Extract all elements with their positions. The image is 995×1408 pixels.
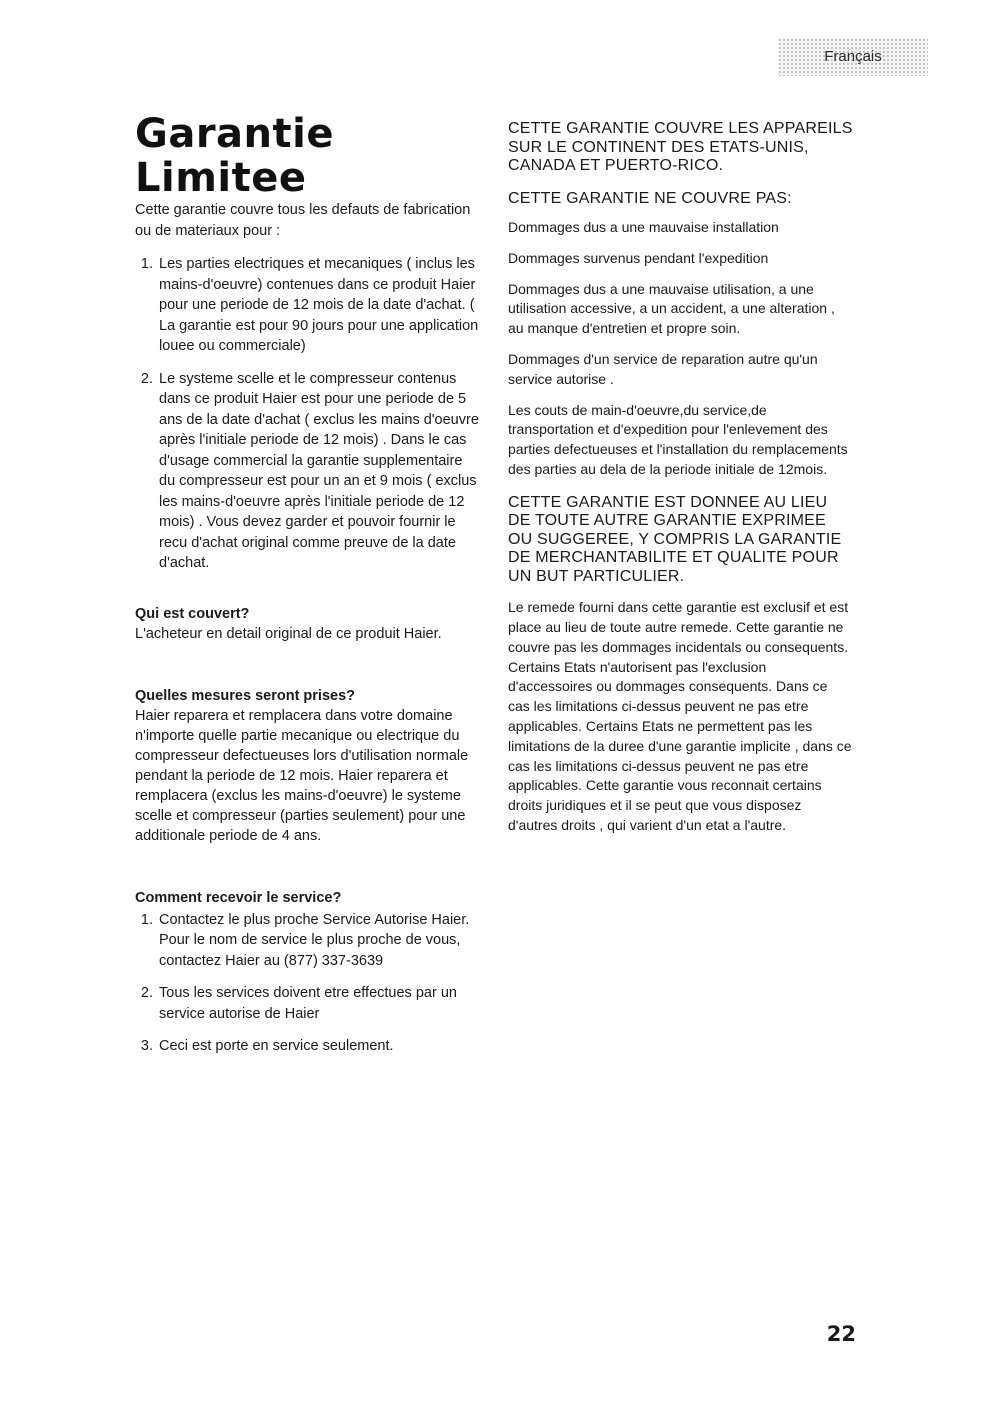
who-heading: Qui est couvert?: [135, 605, 250, 622]
remedy-text: Le remede fourni dans cette garantie est exclusif et est place au lieu de toute autre remede. Cette garantie ne couvre pas les dommages incidentals ou consequents. Certains Etats n'autorisent pas l'exclusion d'accessoires ou dommages consequents. Dans ce cas les limitations ci-dessus peuvent ne pas etre applicables. Certains Etats ne permettent pas les limitations de la duree d'une garantie implicite , dans ce cas les limitations ci-dessus peuvent ne pas etre applicables. Cette garantie vous reconnait certains droits juridiques et il se peut que vous disposez d'autres droits , qui varient d'un etat a l'autre.: [508, 599, 852, 834]
service-step: 3. Ceci est porte en service seulement.: [157, 1036, 480, 1057]
not-covered-heading: CETTE GARANTIE NE COUVRE PAS:: [508, 189, 792, 207]
coverage-statement: CETTE GARANTIE COUVRE LES APPAREILS SUR LE CONTINENT DES ETATS-UNIS, CANADA ET PUERTO-RICO.: [508, 120, 853, 174]
exclusion-item: Dommages d'un service de reparation autre qu'un service autorise .: [508, 350, 818, 387]
left-column: [135, 112, 480, 1069]
service-step: 2. Tous les services doivent etre effectues par un service autorise de Haier: [157, 983, 480, 1024]
intro-text: Cette garantie couvre tous les defauts de fabrication ou de materiaux pour :: [135, 202, 471, 239]
right-column: [508, 120, 853, 836]
exclusion-item: Dommages survenus pendant l'expedition: [508, 249, 769, 266]
page-number: 22: [826, 1322, 856, 1346]
exclusion-item: Dommages dus a une mauvaise installation: [508, 219, 779, 235]
service-steps: [135, 910, 480, 1057]
exclusion-item: Dommages dus a une mauvaise utilisation, a une utilisation accessive, a un accident, a une alteration , au manque d'entretien et propre soin.: [508, 280, 835, 337]
who-body: L'acheteur en detail original de ce produit Haier.: [135, 625, 442, 642]
measures-body: Haier reparera et remplacera dans votre domaine n'importe quelle partie mecanique ou electrique du compresseur defectueuses lors d'utilisation normale pendant la periode de 12 mois. Haier reparera et remplacera (exclus les mains-d'oeuvre) le systeme scelle et compresseur (parties seulement) pour une additionale periode de 4 ans.: [135, 707, 469, 844]
coverage-item: 2. Le systeme scelle et le compresseur contenus dans ce produit Haier est pour une periode de 5 ans de la date d'achat ( exclus les mains d'oeuvre après l'initiale periode de 12 mois) . Dans le cas d'usage commercial la garantie supplementaire du compresseur est pour un an et 9 mois ( exclus les mains-d'oeuvre après l'initiale periode de 12 mois) . Vous devez garder et pouvoir fournir le recu d'achat original comme preuve de la date d'achat.: [157, 369, 480, 574]
exclusion-item: Les couts de main-d'oeuvre,du service,de transportation et d'expedition pour l'enlevement des parties defectueuses et l'installation du remplacements des parties au dela de la periode initiale de 12mois.: [508, 401, 848, 477]
measures-heading: Quelles mesures seront prises?: [135, 687, 356, 704]
coverage-item: 1. Les parties electriques et mecaniques ( inclus les mains-d'oeuvre) contenues dans ce produit Haier pour une periode de 12 mois de la date d'achat. ( La garantie est pour 90 jours pour une application louee ou commerciale): [157, 254, 480, 357]
coverage-list: [135, 254, 480, 574]
page-title: Garantie Limitee: [135, 111, 334, 201]
service-step: 1. Contactez le plus proche Service Autorise Haier. Pour le nom de service le plus proche de vous, contactez Haier au (877) 337-3639: [157, 910, 480, 972]
language-tab: Français: [778, 38, 928, 76]
warranty-disclaimer: CETTE GARANTIE EST DONNEE AU LIEU DE TOUTE AUTRE GARANTIE EXPRIMEE OU SUGGEREE, Y COMPRIS LA GARANTIE DE MERCHANTABILITE ET QUALITE POUR UN BUT PARTICULIER.: [508, 493, 842, 585]
service-heading: Comment recevoir le service?: [135, 889, 342, 906]
